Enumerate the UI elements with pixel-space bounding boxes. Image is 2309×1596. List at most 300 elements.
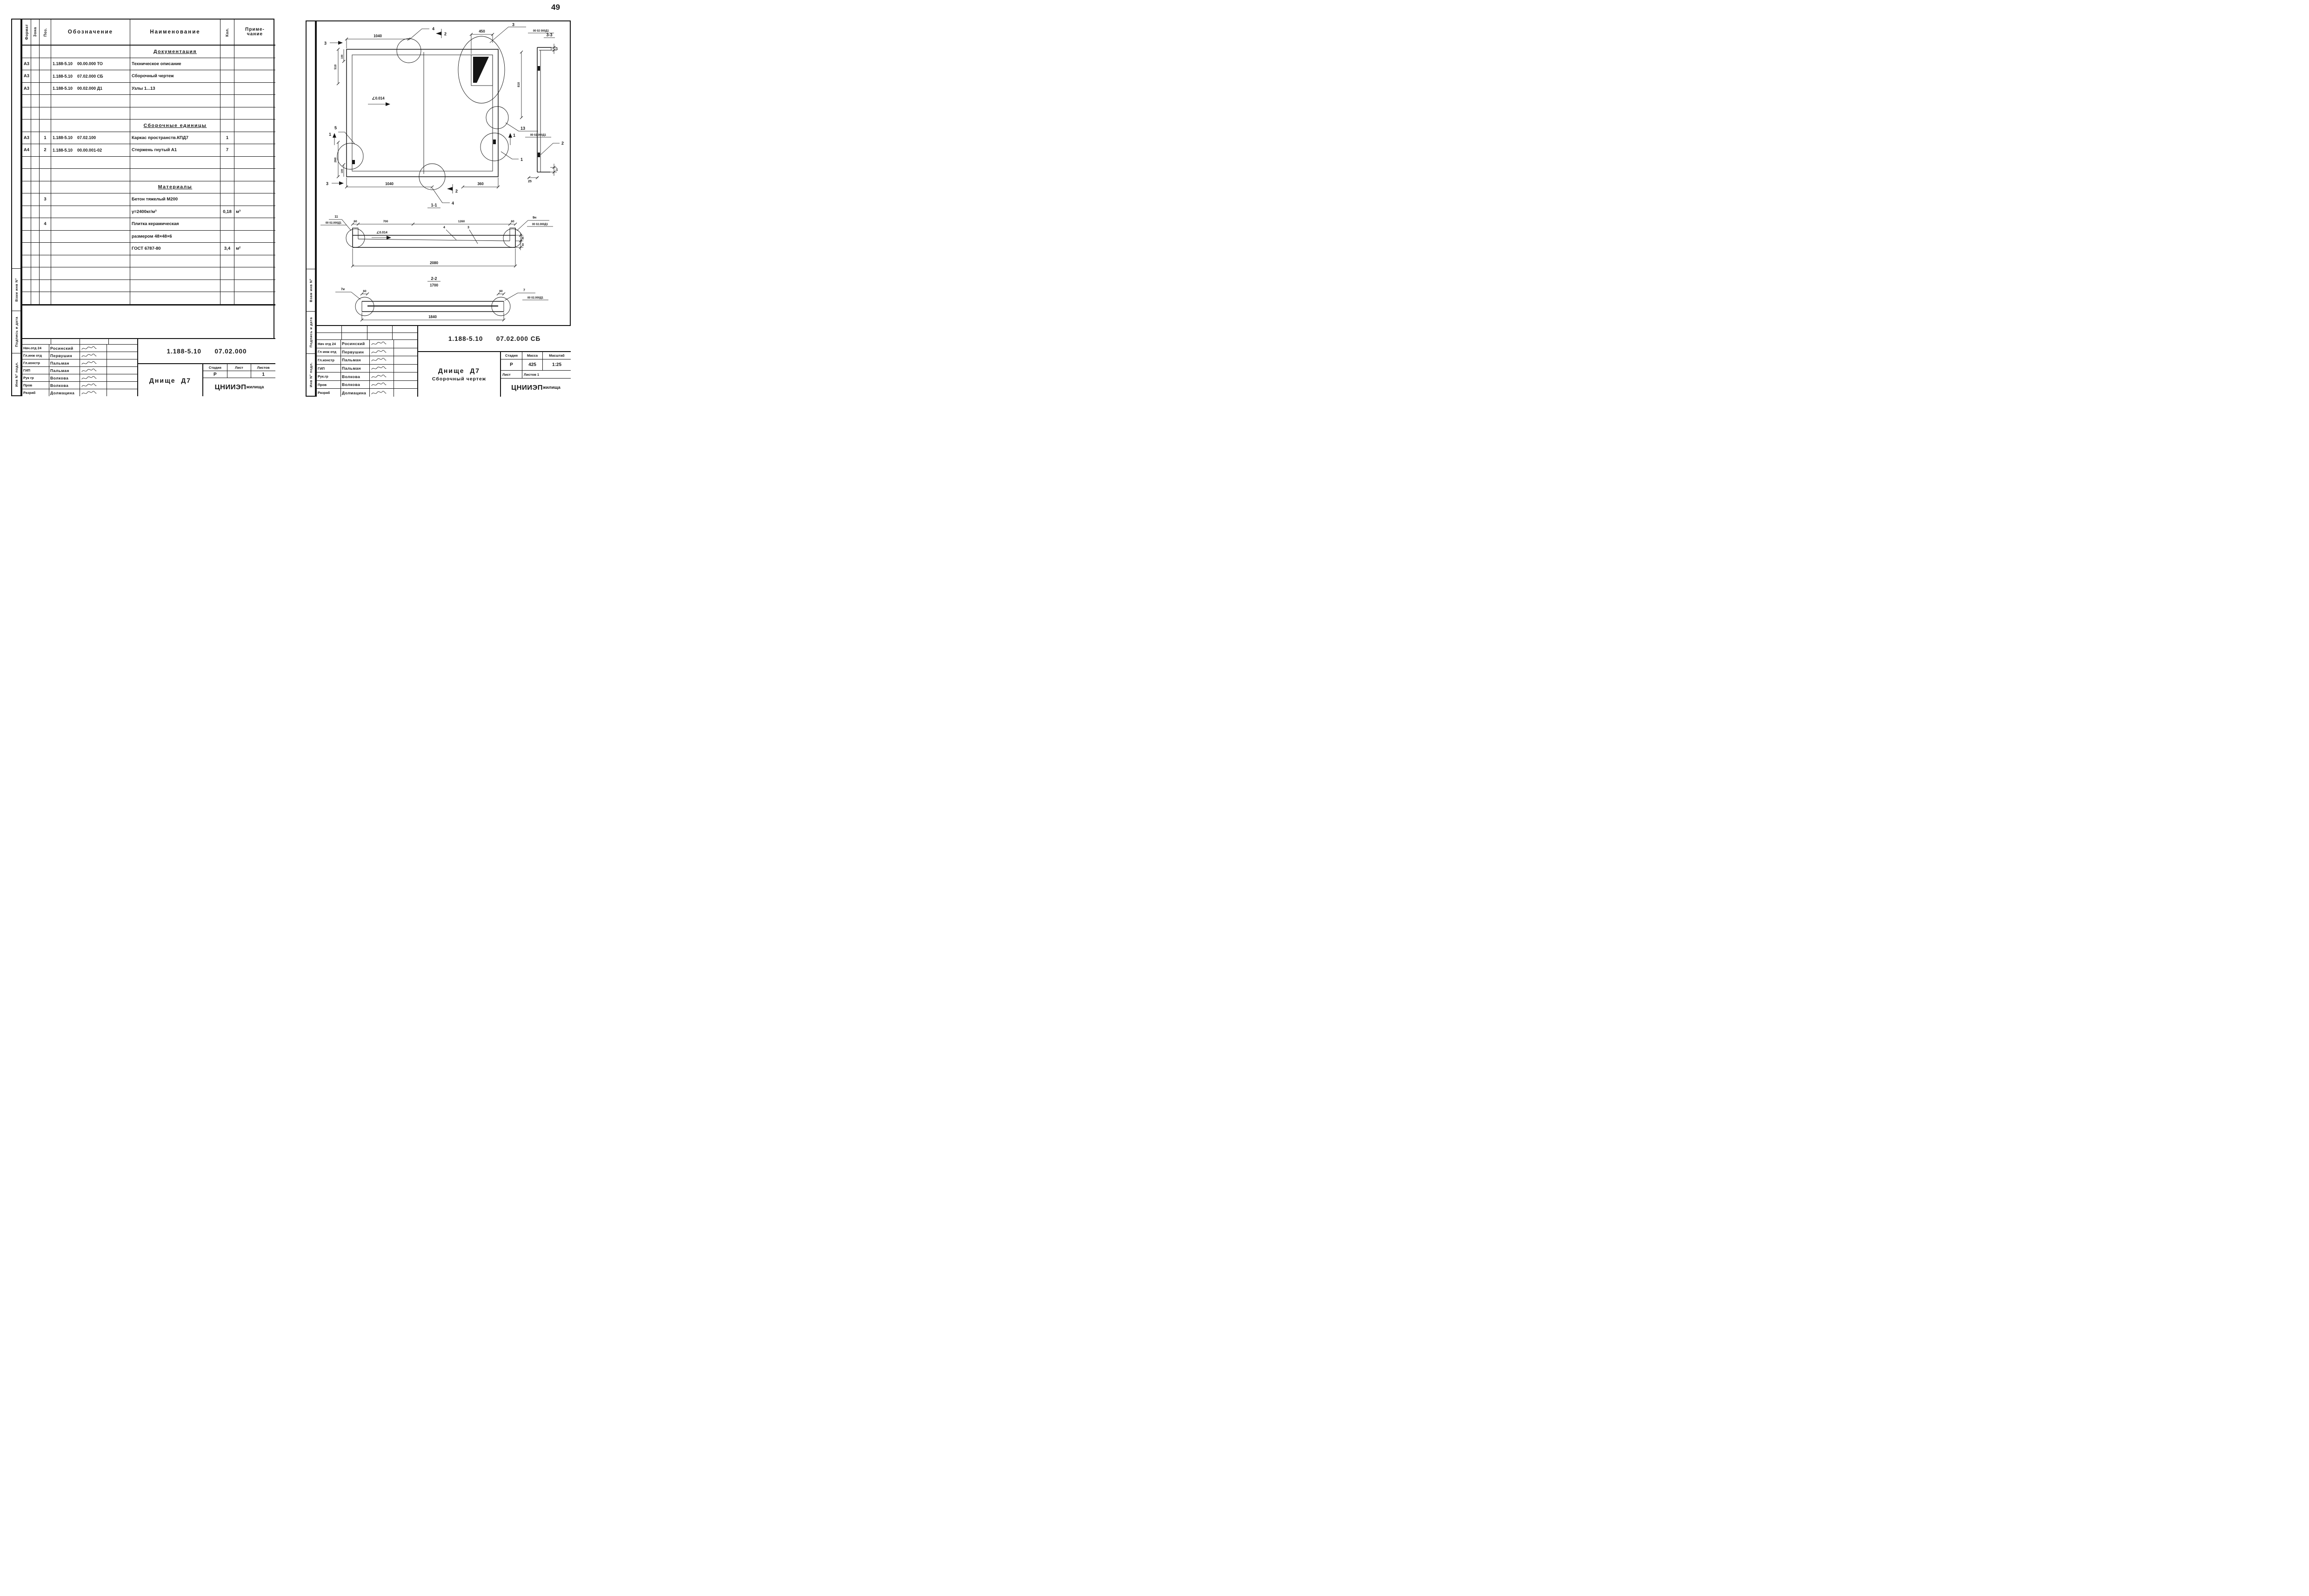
signature-icon	[371, 357, 387, 363]
cell-pos	[40, 206, 51, 218]
assembly-drawing	[318, 22, 569, 324]
date-cell	[107, 389, 137, 396]
page-number: 49	[551, 3, 560, 12]
margin-cell-inv: Инв N° подл.	[307, 353, 315, 396]
ref-11: 00 02.000Д1	[325, 222, 342, 225]
dim-10-top: 10	[556, 47, 559, 51]
signature-row: Рук гр Волкова	[22, 374, 137, 382]
sheet-label: Лист	[501, 371, 522, 379]
signature-cell	[370, 340, 394, 348]
cell-name: размером 48×48×6	[130, 231, 220, 243]
cell-zone	[31, 292, 40, 304]
cell-note	[234, 132, 275, 144]
table-row	[22, 218, 275, 231]
dim-25: 25	[528, 180, 532, 183]
cell-zone	[31, 255, 40, 267]
signature-cell	[80, 345, 107, 352]
cell-pos	[40, 58, 51, 70]
cell-pos	[40, 83, 51, 95]
dim-1840: 1840	[428, 315, 437, 319]
dim-60-right: 60	[511, 220, 514, 223]
revision-cell	[109, 339, 137, 344]
signature-cell	[80, 359, 107, 366]
org-logo: ЦНИИЭП жилища	[511, 384, 561, 392]
signature-icon	[81, 390, 97, 396]
cell-name: Плитка керамическая	[130, 218, 220, 230]
stage-grid	[203, 364, 275, 396]
cell-designation	[51, 95, 130, 107]
stage-value: Р	[203, 371, 227, 378]
date-cell	[107, 352, 137, 359]
cell-zone	[31, 169, 40, 181]
table-row	[22, 83, 275, 95]
detail-circle-11	[346, 229, 365, 247]
cell-designation	[51, 267, 130, 279]
dim-450: 450	[479, 29, 485, 33]
signature-area	[22, 339, 138, 396]
marker-1-cut-left: 1	[329, 132, 332, 137]
header-zone: Зона	[31, 20, 40, 45]
signature-row: Гл.констр Пальман	[22, 359, 137, 367]
cell-format	[22, 267, 31, 279]
revision-cell	[51, 339, 80, 344]
cell-pos	[40, 255, 51, 267]
table-row	[22, 169, 275, 181]
dim-510: 510	[334, 64, 337, 70]
table-row	[22, 95, 275, 107]
signature-cell	[80, 352, 107, 359]
revision-cell	[22, 339, 51, 344]
section-2-2-title: 2-2	[431, 276, 437, 281]
dim-10-bot: 10	[556, 168, 559, 172]
title-block-main	[138, 339, 275, 396]
cell-qty	[220, 157, 234, 169]
cell-qty	[220, 95, 234, 107]
sheet-label: Лист	[227, 364, 252, 371]
section-3-3-title: 3-3	[546, 33, 553, 37]
right-title-block	[317, 325, 571, 397]
header-note: Приме- чание	[245, 27, 265, 37]
cell-format: А3	[22, 58, 31, 70]
marker-11: 11	[334, 215, 338, 219]
cell-qty	[220, 292, 234, 304]
signature-cell	[80, 374, 107, 381]
right-page-margin-strip	[306, 20, 316, 397]
revision-cell	[367, 333, 393, 339]
marker-7: 7	[523, 289, 525, 292]
dim-35: 35	[522, 236, 525, 240]
cell-qty: 3,4	[220, 243, 234, 255]
dim-1040-bot: 1040	[385, 182, 394, 186]
cell-name	[130, 157, 220, 169]
date-cell	[394, 365, 417, 372]
section-3-3	[527, 33, 564, 183]
cell-pos	[40, 169, 51, 181]
signature-icon	[81, 383, 97, 388]
cell-zone	[31, 193, 40, 206]
cell-pos	[40, 231, 51, 243]
cell-pos	[40, 157, 51, 169]
cell-zone	[31, 120, 40, 132]
signature-cell	[370, 356, 394, 364]
table-row	[22, 206, 275, 219]
sheets-value: 1	[251, 371, 275, 378]
marker-3-left-top: 3	[324, 41, 327, 46]
table-row	[22, 120, 275, 132]
cell-designation	[51, 206, 130, 218]
signature-row: Рук.гр Волкова	[317, 372, 417, 381]
cell-qty	[220, 169, 234, 181]
marker-1: 1	[521, 157, 523, 162]
cell-qty	[220, 83, 234, 95]
cell-note	[234, 157, 275, 169]
scale-value: 1:25	[543, 359, 571, 371]
cell-zone	[31, 181, 40, 193]
cell-name: Бетон тяжелый М200	[130, 193, 220, 206]
marker-3-left-bot: 3	[326, 181, 329, 186]
cell-name	[130, 292, 220, 304]
section-2-2	[335, 276, 548, 321]
date-cell	[107, 367, 137, 374]
mass-label: Масса	[522, 352, 543, 359]
cell-qty	[220, 231, 234, 243]
margin-cell-vzam: Взам инв N°	[307, 269, 315, 311]
cell-zone	[31, 70, 40, 82]
table-row	[22, 157, 275, 169]
cell-zone	[31, 132, 40, 144]
dim-60-right-22: 60	[499, 290, 503, 293]
slope-label: ∠0.014	[372, 96, 385, 100]
signature-icon	[371, 390, 387, 396]
date-cell	[394, 356, 417, 364]
signature-cell	[80, 367, 107, 374]
detail-circle-1	[480, 133, 508, 161]
cell-pos	[40, 292, 51, 304]
cell-qty	[220, 267, 234, 279]
cell-pos	[40, 120, 51, 132]
plan-view	[324, 22, 554, 206]
cell-qty	[220, 58, 234, 70]
revision-cell	[393, 333, 417, 339]
cell-zone	[31, 243, 40, 255]
stage-grid	[501, 352, 571, 397]
cell-format: А4	[22, 144, 31, 156]
cell-note	[234, 58, 275, 70]
cell-pos	[40, 243, 51, 255]
dim-60-left-22: 60	[363, 290, 367, 293]
signature-cell	[80, 382, 107, 389]
marker-4-11: 4	[443, 226, 445, 229]
signature-icon	[81, 360, 97, 366]
date-cell	[107, 359, 137, 366]
cell-note	[234, 95, 275, 107]
cell-name: Материалы	[130, 181, 220, 193]
date-cell	[107, 374, 137, 381]
cell-format	[22, 46, 31, 58]
cell-designation	[51, 280, 130, 292]
cell-zone	[31, 157, 40, 169]
cell-format	[22, 169, 31, 181]
cell-qty: 7	[220, 144, 234, 156]
cell-qty: 0,18	[220, 206, 234, 218]
signature-row: Гл инж отд Первушин	[317, 348, 417, 357]
table-row	[22, 267, 275, 280]
cell-name: Стержень гнутый А1	[130, 144, 220, 156]
signature-row: Нач.отд 24 Росинский	[22, 345, 137, 352]
cell-pos	[40, 280, 51, 292]
sheet-value	[227, 371, 252, 378]
cell-format	[22, 107, 31, 120]
cell-note	[234, 255, 275, 267]
cell-name: Сборочный чертеж	[130, 70, 220, 82]
table-row	[22, 255, 275, 268]
table-row	[22, 292, 275, 305]
cell-designation	[51, 120, 130, 132]
signature-cell	[370, 372, 394, 380]
header-name: Наименование	[130, 20, 220, 45]
cell-note	[234, 83, 275, 95]
signature-icon	[371, 341, 387, 346]
cell-designation: 1.188-5.10 00.00.000 ТО	[51, 58, 130, 70]
cell-designation	[51, 169, 130, 181]
dim-2080: 2080	[430, 261, 438, 265]
cell-note	[234, 107, 275, 120]
cell-pos: 3	[40, 193, 51, 206]
signature-cell	[80, 389, 107, 396]
cell-format	[22, 181, 31, 193]
table-row	[22, 243, 275, 255]
revision-cell	[342, 326, 367, 332]
signature-rows	[22, 345, 137, 396]
marker-13: 13	[521, 126, 526, 131]
detail-circle-4-top	[397, 39, 421, 63]
cell-name: Узлы 1...13	[130, 83, 220, 95]
cell-pos: 2	[40, 144, 51, 156]
revision-strip	[22, 339, 137, 345]
margin-spacer	[12, 20, 20, 268]
cell-name: Сборочные единицы	[130, 120, 220, 132]
cell-qty: 1	[220, 132, 234, 144]
drawing-title: Днище Д7	[138, 364, 203, 396]
cell-zone	[31, 267, 40, 279]
marker-3: 3	[512, 22, 515, 27]
cell-format	[22, 120, 31, 132]
margin-cell-podpis: Подпись и дата	[307, 311, 315, 353]
signature-icon	[81, 368, 97, 373]
section-1-1	[320, 203, 553, 267]
cell-format: А3	[22, 83, 31, 95]
left-page	[21, 19, 274, 396]
cell-pos	[40, 267, 51, 279]
marker-7i: 7и	[340, 288, 345, 291]
signature-row: Разраб Долмацина	[22, 389, 137, 396]
cell-format	[22, 193, 31, 206]
date-cell	[394, 381, 417, 389]
table-row	[22, 132, 275, 145]
cell-format	[22, 255, 31, 267]
header-pos: Поз.	[40, 20, 51, 45]
signature-row: ГИП Пальман	[22, 367, 137, 374]
cell-note: м³	[236, 209, 241, 214]
signature-icon	[371, 382, 387, 387]
dim-60-small: 60	[522, 243, 525, 246]
cell-note: м²	[236, 246, 241, 252]
signature-row: ГИП Пальман	[317, 365, 417, 373]
dim-810: 810	[517, 82, 521, 87]
date-cell	[394, 372, 417, 380]
table-row	[22, 107, 275, 120]
cell-pos	[40, 70, 51, 82]
stage-value: Р	[501, 359, 522, 371]
detail-circle-13	[486, 106, 508, 129]
table-row	[22, 193, 275, 206]
table-row	[22, 46, 275, 58]
date-cell	[394, 348, 417, 356]
cell-designation	[51, 181, 130, 193]
marker-3-11: 3	[467, 226, 469, 229]
marker-2-bot: 2	[455, 189, 458, 193]
scanned-drawing-sheet	[0, 0, 577, 399]
ref-13: 00 02.000Д1	[530, 134, 547, 137]
org-logo: ЦНИИЭП жилища	[214, 383, 264, 391]
dim-700: 700	[383, 220, 388, 223]
cell-zone	[31, 231, 40, 243]
cell-note	[234, 46, 275, 58]
spec-table	[22, 20, 275, 306]
cell-zone	[31, 280, 40, 292]
cell-note	[234, 292, 275, 304]
stage-label: Стадия	[501, 352, 522, 359]
margin-spacer	[307, 21, 315, 269]
marker-2-top: 2	[444, 32, 447, 36]
dim-360: 360	[477, 182, 484, 186]
signature-row: Разраб Долмацина	[317, 389, 417, 397]
revision-cell	[317, 326, 342, 332]
cell-zone	[31, 58, 40, 70]
section-1-1-title: 1-1	[431, 203, 437, 207]
cell-qty	[220, 218, 234, 230]
mass-value: 425	[522, 359, 543, 371]
cell-pos	[40, 95, 51, 107]
section-2-2-subtitle: 1700	[430, 283, 438, 287]
cell-name: ГОСТ 6787-80	[130, 243, 220, 255]
cell-designation: 1.188-5.10 07.02.000 СБ	[51, 70, 130, 82]
cell-designation	[51, 218, 130, 230]
detail-circle-5	[337, 143, 363, 169]
ref-9n: 00 02.000Д1	[532, 223, 548, 226]
doc-number: 1.188-5.10 07.02.000 СБ	[418, 326, 571, 352]
signature-icon	[81, 346, 97, 351]
cell-note	[234, 267, 275, 279]
signature-cell	[370, 381, 394, 389]
signature-row: Гл.инж отд Первушин	[22, 352, 137, 359]
cell-zone	[31, 218, 40, 230]
cell-format: А3	[22, 70, 31, 82]
cell-format	[22, 157, 31, 169]
signature-icon	[81, 375, 97, 381]
sheets-label: Листов	[251, 364, 275, 371]
cell-pos	[40, 181, 51, 193]
table-row	[22, 58, 275, 71]
left-page-margin-strip	[11, 19, 21, 396]
cell-format	[22, 218, 31, 230]
cell-pos	[40, 46, 51, 58]
revision-strip	[317, 326, 417, 333]
marker-4-top: 4	[432, 27, 435, 31]
spec-table-header	[22, 20, 275, 46]
cell-qty	[220, 107, 234, 120]
dim-60-left: 60	[354, 220, 357, 223]
cell-designation	[51, 231, 130, 243]
spec-table-body	[22, 46, 275, 305]
cell-note	[234, 120, 275, 132]
cell-designation	[51, 107, 130, 120]
right-page	[316, 20, 571, 397]
cell-name	[130, 107, 220, 120]
cell-format	[22, 206, 31, 218]
revision-strip	[317, 333, 417, 340]
cell-designation	[51, 255, 130, 267]
revision-cell	[317, 333, 342, 339]
margin-cell-vzam: Взам инв N°	[12, 268, 20, 311]
cell-qty	[220, 255, 234, 267]
cell-zone	[31, 83, 40, 95]
ref-7: 00 02.000Д1	[527, 297, 544, 299]
date-cell	[107, 345, 137, 352]
cell-note	[234, 70, 275, 82]
dim-100-top: 100	[341, 54, 344, 59]
cell-designation	[51, 46, 130, 58]
cell-designation: 1.188-5.10 00.02.000 Д1	[51, 83, 130, 95]
signature-area	[317, 326, 418, 397]
marker-2-section33: 2	[561, 141, 564, 146]
signature-cell	[370, 365, 394, 372]
cell-note	[234, 231, 275, 243]
cell-name	[130, 255, 220, 267]
cell-name: γ=2400кг/м³	[130, 206, 220, 218]
cell-format	[22, 280, 31, 292]
cell-note	[234, 218, 275, 230]
cell-designation	[51, 292, 130, 304]
cell-zone	[31, 107, 40, 120]
cell-pos: 4	[40, 218, 51, 230]
cell-zone	[31, 46, 40, 58]
cell-name: Каркас пространств.КПД7	[130, 132, 220, 144]
date-cell	[394, 389, 417, 397]
cell-format	[22, 231, 31, 243]
cell-designation: 1.188-5.10 00.00.001-02	[51, 144, 130, 156]
marker-9n: 9н	[532, 216, 537, 219]
margin-cell-podpis: Подпись и дата	[12, 311, 20, 353]
cell-note	[234, 144, 275, 156]
signature-row: Нач отд 24 Росинский	[317, 340, 417, 348]
cell-designation	[51, 157, 130, 169]
date-cell	[107, 382, 137, 389]
cell-zone	[31, 144, 40, 156]
table-row	[22, 144, 275, 157]
marker-1-cut-right: 1	[513, 133, 516, 138]
cell-designation	[51, 193, 130, 206]
table-row	[22, 280, 275, 293]
sheets-label: Листов 1	[522, 371, 571, 379]
cell-pos: 1	[40, 132, 51, 144]
cell-zone	[31, 206, 40, 218]
cell-format: А3	[22, 132, 31, 144]
cell-format	[22, 243, 31, 255]
signature-row: Гл.констр Пальман	[317, 356, 417, 365]
cell-name	[130, 280, 220, 292]
cell-name	[130, 95, 220, 107]
